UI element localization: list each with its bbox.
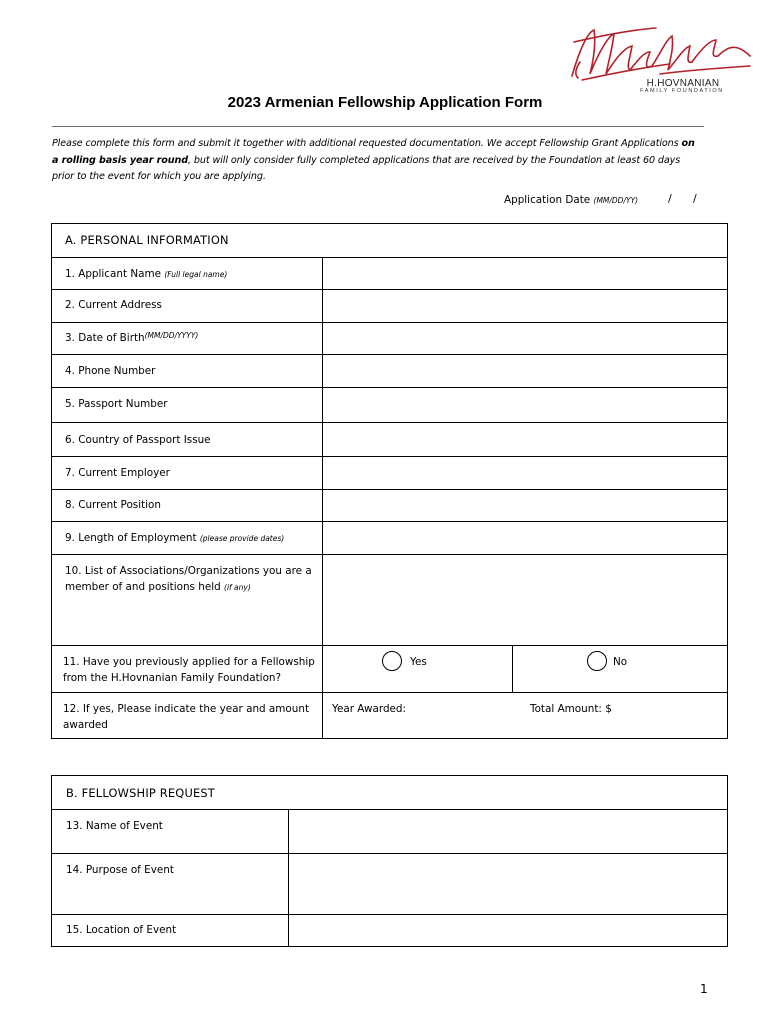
current-address-field[interactable]: [323, 290, 727, 322]
application-date-label: [504, 194, 638, 206]
label-note: (if any): [224, 583, 251, 592]
label-text: 3. Date of Birth: [65, 332, 145, 344]
label-name-of-event: 13. Name of Event: [66, 820, 163, 832]
current-position-field[interactable]: [323, 490, 727, 521]
logo-subtitle: FAMILY FOUNDATION: [640, 88, 724, 94]
label-current-position: 8. Current Position: [65, 499, 162, 511]
column-divider-yes-no: [512, 645, 513, 692]
date-separator-1: /: [668, 192, 672, 205]
passport-country-field[interactable]: [323, 423, 727, 456]
event-location-field[interactable]: [289, 915, 727, 946]
current-employer-field[interactable]: [323, 457, 727, 489]
label-purpose-of-event: 14. Purpose of Event: [66, 864, 174, 876]
label-applicant-name: [65, 266, 227, 283]
label-text: 1. Applicant Name: [65, 268, 161, 280]
event-purpose-field[interactable]: [289, 854, 727, 914]
page-number: 1: [700, 982, 708, 996]
label-location-of-event: 15. Location of Event: [66, 924, 177, 936]
event-name-field[interactable]: [289, 810, 727, 853]
label-note: (Full legal name): [164, 270, 228, 279]
total-amount-field[interactable]: [618, 696, 723, 718]
label-phone-number: 4. Phone Number: [65, 365, 156, 377]
label-passport-number: 5. Passport Number: [65, 398, 168, 410]
row-divider: [51, 692, 728, 693]
label-note: (MM/DD/YYYY): [144, 331, 199, 340]
section-a-heading: A. PERSONAL INFORMATION: [65, 233, 229, 247]
label-previously-applied: 11. Have you previously applied for a Fellowship from the H.Hovnanian Family Foundation?: [63, 656, 315, 684]
intro-text-1: Please complete this form and submit it together with additional requested documentation. We accept Fellowship Grant Applications: [52, 138, 682, 149]
logo-name: H.HOVNANIAN: [646, 78, 720, 89]
application-date-text: Application Date: [504, 194, 591, 206]
label-current-address: 2. Current Address: [65, 299, 162, 311]
passport-number-field[interactable]: [323, 388, 727, 422]
associations-field[interactable]: [323, 555, 727, 645]
label-length-of-employment: [65, 530, 284, 547]
radio-yes-label: Yes: [410, 656, 427, 668]
radio-yes[interactable]: [382, 651, 402, 671]
row-divider: [51, 645, 728, 646]
label-total-amount: Total Amount: $: [530, 703, 612, 715]
application-date-format: (MM/DD/YY): [593, 196, 639, 205]
radio-no[interactable]: [587, 651, 607, 671]
date-of-birth-field[interactable]: [323, 323, 727, 354]
year-awarded-field[interactable]: [410, 696, 520, 718]
page-title: 2023 Armenian Fellowship Application Form: [227, 94, 543, 111]
length-of-employment-field[interactable]: [323, 522, 727, 554]
intro-paragraph: [52, 136, 704, 186]
intro-bold: on a rolling basis year round: [52, 138, 695, 166]
label-current-employer: 7. Current Employer: [65, 467, 170, 479]
date-separator-2: /: [693, 192, 697, 205]
section-b-heading: B. FELLOWSHIP REQUEST: [66, 786, 215, 800]
label-associations: [65, 563, 317, 596]
label-year-awarded: Year Awarded:: [332, 703, 407, 715]
label-text: 9. Length of Employment: [65, 532, 197, 544]
label-note: (please provide dates): [199, 534, 285, 543]
title-divider: [52, 126, 704, 127]
label-country-of-passport-issue: 6. Country of Passport Issue: [65, 434, 211, 446]
label-date-of-birth: [65, 330, 198, 347]
radio-no-label: No: [613, 656, 628, 668]
applicant-name-field[interactable]: [323, 258, 727, 289]
label-year-and-amount: 12. If yes, Please indicate the year and amount awarded: [63, 703, 310, 731]
phone-number-field[interactable]: [323, 355, 727, 387]
label-text: 10. List of Associations/Organizations you are a member of and positions held: [65, 565, 312, 593]
intro-text-2: , but will only consider fully completed applications that are received by the Foundation at least 60 days prior to the event for which you are applying.: [52, 154, 681, 182]
